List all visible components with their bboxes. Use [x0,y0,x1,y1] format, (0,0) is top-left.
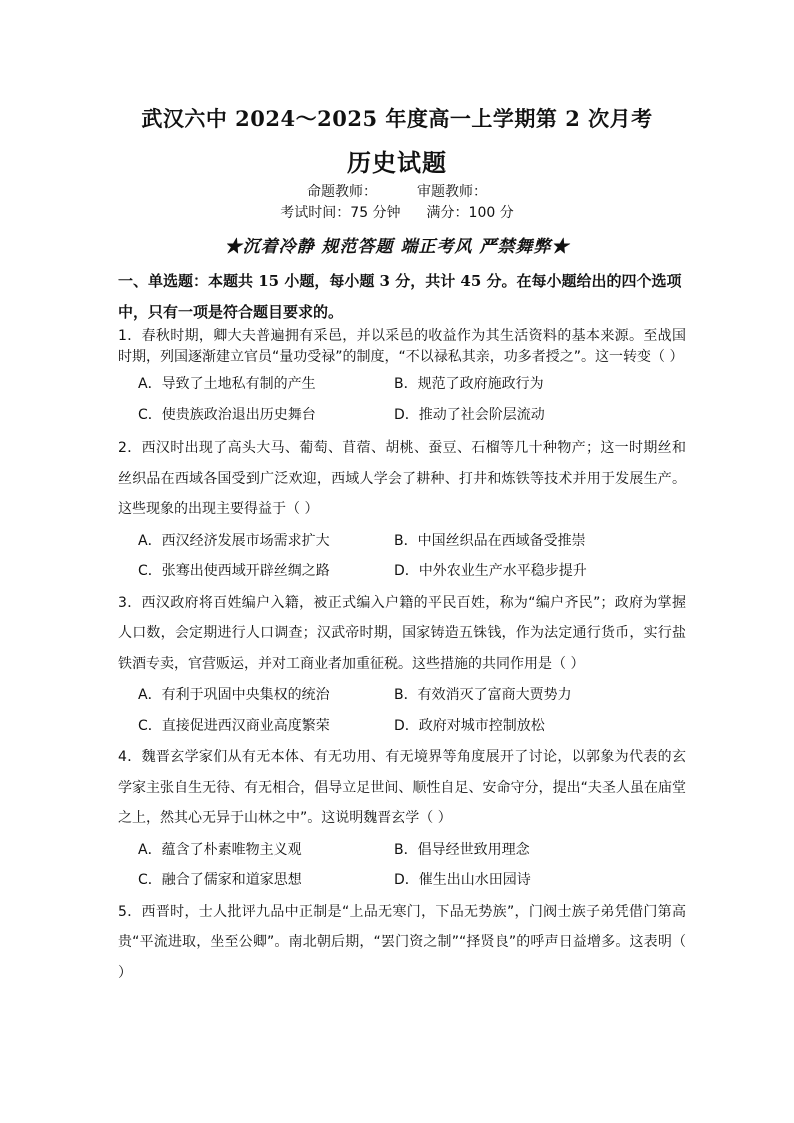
section-heading: 一、单选题：本题共 15 小题，每小题 3 分，共计 45 分。在每小题给出的四个选项中，只有一项是符合题目要求的。 [118,272,682,321]
option-c[interactable]: C．使贵族政治退出历史舞台 [138,406,316,423]
option-a[interactable]: A．西汉经济发展市场需求扩大 [138,532,330,549]
option-b[interactable]: B．倡导经世致用理念 [394,841,530,858]
option-d[interactable]: D．推动了社会阶层流动 [394,406,545,423]
setter-label: 命题教师： [307,184,377,200]
exam-title: 武汉六中 2024～2025 年度高一上学期第 2 次月考 [141,106,653,131]
option-a[interactable]: A．蕴含了朴素唯物主义观 [138,841,302,858]
question-stem: 1．春秋时期，卿大夫普遍拥有采邑，并以采邑的收益作为其生活资料的基本来源。至战国时期，列国逐渐建立官员“量功受禄”的制度，“不以禄私其亲，功多者授之”。这一转变（ ） [118,328,686,365]
option-grid [138,525,686,586]
teacher-row [0,181,794,201]
question-3 [118,588,686,741]
question-5 [118,897,686,989]
option-a[interactable]: A．有利于巩固中央集权的统治 [138,687,330,704]
option-d[interactable]: D．催生出山水田园诗 [394,872,531,889]
score-label: 满分：100 分 [426,205,514,221]
question-2 [118,433,686,586]
exam-info-row [0,202,794,222]
option-grid [138,834,686,895]
question-stem: 3．西汉政府将百姓编户入籍，被正式编入户籍的平民百姓，称为“编户齐民”；政府为掌握人口数，会定期进行人口调查；汉武帝时期，国家铸造五铢钱，作为法定通行货币，实行盐铁酒专卖，官营贩运，并对工商业者加重征税。这些措施的共同作用是（ ） [118,594,686,672]
option-b[interactable]: B．有效消灭了富商大贾势力 [394,687,572,704]
option-a[interactable]: A．导致了土地私有制的产生 [138,376,316,393]
option-d[interactable]: D．政府对城市控制放松 [394,717,545,734]
option-b[interactable]: B．中国丝织品在西域备受推崇 [394,532,586,549]
option-c[interactable]: C．直接促进西汉商业高度繁荣 [138,717,330,734]
option-grid [138,368,686,429]
reviewer-label: 审题教师： [417,184,487,200]
option-b[interactable]: B．规范了政府施政行为 [394,376,544,393]
exam-motto: ★沉着冷静 规范答题 端正考风 严禁舞弊★ [224,237,570,257]
question-4 [118,742,686,895]
question-stem: 4．魏晋玄学家们从有无本体、有无功用、有无境界等角度展开了讨论，以郭象为代表的玄学家主张自生无待、有无相合，倡导立足世间、顺性自足、安命守分，提出“夫圣人虽在庙堂之上，然其心无异于山林之中”。这说明魏晋玄学（ ） [118,749,686,826]
option-grid [138,679,686,740]
option-c[interactable]: C．张骞出使西域开辟丝绸之路 [138,563,330,580]
exam-subtitle: 历史试题 [347,148,447,177]
question-stem: 5．西晋时，士人批评九品中正制是“上品无寒门，下品无势族”，门阀士族子弟凭借门第高贵“平流进取，坐至公卿”。南北朝后期，“罢门资之制”“择贤良”的呼声日益增多。这表明（ ） [118,903,686,981]
time-label: 考试时间：75 分钟 [280,205,401,221]
option-d[interactable]: D．中外农业生产水平稳步提升 [394,563,587,580]
question-list [118,324,686,988]
question-1 [118,326,686,429]
question-stem: 2．西汉时出现了高头大马、葡萄、苜蓿、胡桃、蚕豆、石榴等几十种物产；这一时期丝和丝织品在西域各国受到广泛欢迎，西域人学会了耕种、打井和炼铁等技术并用于发展生产。这些现象的出现主要得益于（ ） [118,440,686,517]
option-c[interactable]: C．融合了儒家和道家思想 [138,872,302,889]
